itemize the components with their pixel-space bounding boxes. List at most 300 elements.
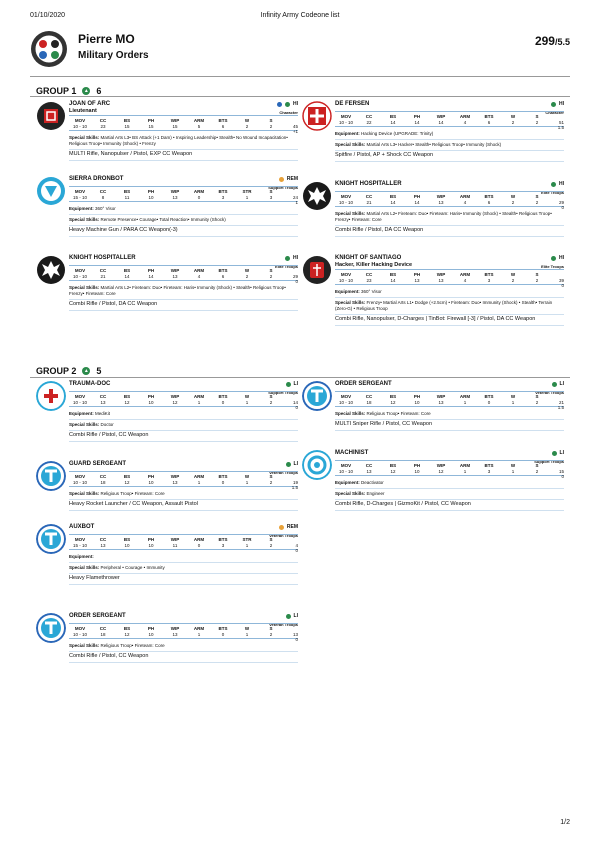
weapons-line: Combi Rifle / Pistol, CC Weapon <box>69 653 298 663</box>
stat-value: 10 - 10 <box>72 400 87 405</box>
skills-text: Martial Arts L2• Fireteam: Duo• Fireteam: Haris• Immunity (Shock) • Stealth• Religious Troop• Frenzy• Fireteam: Core <box>69 285 286 296</box>
equipment-label: Equipment: <box>69 411 94 416</box>
stat-value: 23 <box>100 124 106 129</box>
stat-value-row <box>69 274 298 284</box>
group-label: GROUP 1 <box>36 86 77 96</box>
stat-header: MOV <box>74 189 86 194</box>
stat-value: 0 <box>197 543 201 548</box>
stat-header: MOV <box>74 268 86 273</box>
stat-header: PH <box>147 537 155 542</box>
unit-profile: Lieutenant <box>69 108 97 114</box>
stat-header: BS <box>389 463 397 468</box>
stat-value: 1 <box>197 480 201 485</box>
skills-line <box>69 491 298 500</box>
stat-value: 2 <box>535 278 539 283</box>
stat-header: BTS <box>218 268 228 273</box>
stat-value: 13 <box>438 278 444 283</box>
skills-label: Special Skills: <box>69 565 100 570</box>
skills-line <box>335 491 564 500</box>
stat-header: MOV <box>74 118 86 123</box>
stat-header: CC <box>99 626 107 631</box>
unit-cost <box>283 480 298 490</box>
unit-emblem-icon <box>302 101 332 131</box>
skills-text: Remote Presence• Courage• Total Reaction• Immunity (Shock) <box>100 217 226 222</box>
skills-text: Religious Troop• Fireteam: Core <box>100 643 165 648</box>
skills-text: Religious Troop• Fireteam: Core <box>100 491 165 496</box>
stat-value: 3 <box>487 469 491 474</box>
unit-profile: Hacker, Killer Hacking Device <box>335 262 413 268</box>
weapons-line: Heavy Rocket Launcher / CC Weapon, Assault Pistol <box>69 501 298 511</box>
stat-value: 1 <box>245 480 249 485</box>
stat-value: 1 <box>245 632 249 637</box>
equipment-label: Equipment: <box>335 480 360 485</box>
stat-header-row <box>69 118 298 123</box>
stat-header: PH <box>147 626 155 631</box>
skills-label: Special Skills: <box>69 422 100 427</box>
stat-value: 14 <box>390 200 396 205</box>
stat-value: 6 <box>221 124 225 129</box>
stat-header: BTS <box>484 272 494 277</box>
unit-name: SIERRA DRONBOT <box>69 176 124 182</box>
skills-text: Martial Arts L2• Fireteam: Duo• Fireteam: Haris• Immunity (Shock) • Stealth• Religious Troop• Frenzy• Fireteam: Core <box>335 211 552 222</box>
order-type-icon <box>552 382 557 387</box>
stat-header: ARM <box>193 537 205 542</box>
unit-points: 19 <box>292 480 298 485</box>
unit-type <box>277 101 298 107</box>
unit-type <box>286 381 298 387</box>
unit-swc: 0 <box>295 637 298 642</box>
stat-value-row <box>69 480 298 490</box>
stat-block <box>69 534 298 553</box>
stat-value: 2 <box>511 278 515 283</box>
stat-value: 2 <box>511 200 515 205</box>
unit-name: DE FERSEN <box>335 101 370 107</box>
stat-value: 0 <box>487 400 491 405</box>
stat-value: 10 <box>148 632 154 637</box>
unit-swc: 1.5 <box>557 125 564 130</box>
skills-text: Doctor <box>100 422 114 427</box>
stat-value: 4 <box>197 274 201 279</box>
stat-header: MOV <box>74 474 86 479</box>
stat-header: ARM <box>459 194 471 199</box>
stat-value-row <box>69 632 298 642</box>
unit-type <box>286 461 298 467</box>
stat-block <box>335 460 564 479</box>
regular-order-icon: ▲ <box>83 88 89 94</box>
stat-header: BTS <box>218 394 228 399</box>
stat-value: 14 <box>124 274 130 279</box>
stat-value: 1 <box>245 400 249 405</box>
unit-cost <box>283 124 298 134</box>
unit-type <box>552 450 564 456</box>
unit-type <box>279 524 298 530</box>
stat-header: BTS <box>218 474 228 479</box>
stat-header: S <box>535 114 539 119</box>
skills-text: Engineer <box>366 491 385 496</box>
stat-value: 2 <box>269 274 273 279</box>
stat-header-row <box>69 537 298 542</box>
skills-label: Special Skills: <box>335 491 366 496</box>
stat-header: MOV <box>74 537 86 542</box>
stat-header: W <box>244 268 250 273</box>
unit-class: Elite Troops <box>541 190 564 195</box>
stat-value: 22 <box>366 120 372 125</box>
army-name: Military Orders <box>78 50 149 61</box>
stat-value: 12 <box>124 480 130 485</box>
unit-class: Character <box>279 110 298 115</box>
player-name: Pierre MO <box>78 32 135 46</box>
stat-value-row <box>69 400 298 410</box>
unit-emblem-icon <box>36 524 66 554</box>
stat-value: 12 <box>390 400 396 405</box>
skills-text: Religious Troop• Fireteam: Core <box>366 411 431 416</box>
stat-header-row <box>69 626 298 631</box>
header-divider <box>30 76 570 77</box>
unit-class: Character <box>545 110 564 115</box>
stat-header: ARM <box>193 474 205 479</box>
stat-header: BTS <box>218 626 228 631</box>
stat-value: 10 - 10 <box>72 632 87 637</box>
unit-points: 4 <box>295 543 298 548</box>
stat-value: 1 <box>511 469 515 474</box>
stat-header: CC <box>365 272 373 277</box>
order-type-icon <box>286 462 291 467</box>
stat-value: 13 <box>438 400 444 405</box>
order-type-icon <box>279 525 284 530</box>
stat-header: BS <box>389 272 397 277</box>
lieutenant-order-icon <box>277 102 282 107</box>
equipment-label: Equipment: <box>69 206 94 211</box>
unit-cost <box>549 120 564 130</box>
stat-header: CC <box>99 268 107 273</box>
equipment-label: Equipment: <box>69 554 94 559</box>
unit-name: TRAUMA-DOC <box>69 381 111 387</box>
stat-value: 10 <box>148 195 154 200</box>
unit-class: Support Troops <box>534 459 564 464</box>
unit-cost <box>549 200 564 210</box>
stat-header: S <box>535 463 539 468</box>
stat-header: S <box>535 272 539 277</box>
group-2-divider <box>30 377 570 378</box>
stat-value: 18 <box>366 400 372 405</box>
stat-header: MOV <box>340 463 352 468</box>
unit-type <box>285 255 298 261</box>
stat-header: BTS <box>218 537 228 542</box>
unit-emblem-icon <box>302 381 332 411</box>
unit-emblem-icon <box>36 461 66 491</box>
stat-header: BS <box>123 268 131 273</box>
unit-type <box>551 181 564 187</box>
stat-header: CC <box>365 114 373 119</box>
stat-value: 1 <box>197 400 201 405</box>
stat-header-row <box>335 194 564 199</box>
group-1-divider <box>30 96 570 97</box>
skills-line <box>69 422 298 431</box>
weapons-line: Heavy Machine Gun / PARA CC Weapon(-3) <box>69 227 298 237</box>
stat-value: 12 <box>172 400 178 405</box>
unit-cost <box>283 543 298 553</box>
stat-header: BTS <box>484 463 494 468</box>
stat-header: S <box>535 194 539 199</box>
stat-value-row <box>335 120 564 130</box>
stat-value-row <box>335 400 564 410</box>
stat-value: 13 <box>100 543 106 548</box>
unit-type <box>551 255 564 261</box>
weapons-line: MULTI Rifle, Nanopulser / Pistol, EXP CC Weapon <box>69 151 298 161</box>
regular-order-icon: ▲ <box>83 368 89 374</box>
stat-header: S <box>269 537 273 542</box>
equipment-line <box>335 289 564 298</box>
stat-header: ARM <box>459 463 471 468</box>
skills-label: Special Skills: <box>69 285 100 290</box>
stat-value: 2 <box>269 124 273 129</box>
stat-value: 13 <box>172 480 178 485</box>
group-label: GROUP 2 <box>36 366 77 376</box>
skills-label: Special Skills: <box>335 411 366 416</box>
unit-points: 29 <box>558 200 564 205</box>
stat-value: 11 <box>124 195 130 200</box>
stat-header: STR <box>242 537 252 542</box>
skills-line <box>69 643 298 652</box>
unit-type-label: HI <box>293 255 298 261</box>
unit-type-label: LI <box>293 381 298 387</box>
skills-label: Special Skills: <box>69 135 100 140</box>
stat-value: 23 <box>366 278 372 283</box>
unit-type-label: HI <box>559 101 564 107</box>
stat-header: BTS <box>484 194 494 199</box>
stat-header: BTS <box>484 114 494 119</box>
stat-header: CC <box>99 118 107 123</box>
order-type-icon <box>551 102 556 107</box>
unit-swc: 0 <box>561 205 564 210</box>
unit-swc: 1.5 <box>291 485 298 490</box>
stat-header: BTS <box>218 189 228 194</box>
unit-swc: 0 <box>561 474 564 479</box>
stat-value: 10 - 10 <box>72 480 87 485</box>
stat-header: W <box>510 114 516 119</box>
stat-value: 12 <box>438 469 444 474</box>
skills-label: Special Skills: <box>69 217 100 222</box>
stat-header: ARM <box>193 394 205 399</box>
unit-swc: 0 <box>295 405 298 410</box>
equipment-text: 360° Visor <box>95 206 116 211</box>
stat-value: 15 <box>172 124 178 129</box>
stat-value: 2 <box>535 400 539 405</box>
stat-value: 3 <box>221 543 225 548</box>
stat-header-row <box>69 474 298 479</box>
stat-header: BTS <box>218 118 228 123</box>
unit-swc: 0 <box>561 283 564 288</box>
stat-value: 10 - 10 <box>338 200 353 205</box>
stat-header: S <box>269 626 273 631</box>
stat-header: BS <box>123 537 131 542</box>
unit-type-label: HI <box>559 255 564 261</box>
stat-header: CC <box>99 537 107 542</box>
stat-header: BS <box>123 626 131 631</box>
unit-type-label: LI <box>559 450 564 456</box>
weapons-line: Combi Rifle, D-Charges | GizmoKit / Pistol, CC Weapon <box>335 501 564 511</box>
stat-value: 6 <box>487 200 491 205</box>
stat-header: MOV <box>340 114 352 119</box>
equipment-line <box>69 411 298 420</box>
stat-header: W <box>510 194 516 199</box>
stat-header: ARM <box>193 189 205 194</box>
group-2-title <box>36 366 101 376</box>
stat-value: 10 <box>414 469 420 474</box>
stat-header: CC <box>99 474 107 479</box>
order-type-icon <box>279 177 284 182</box>
stat-block <box>69 186 298 205</box>
stat-block <box>335 191 564 210</box>
stat-value: 13 <box>438 200 444 205</box>
weapons-line: Heavy Flamethrower <box>69 575 298 585</box>
weapons-line: Combi Rifle, Nanopulser, D-Charges | TinBot: Firewall [-3] / Pistol, DA CC Weapon <box>335 316 564 326</box>
stat-value: 2 <box>269 543 273 548</box>
list-header <box>30 30 570 70</box>
stat-header: PH <box>147 394 155 399</box>
stat-value: 4 <box>463 200 467 205</box>
stat-value: 4 <box>463 278 467 283</box>
stat-value-row <box>69 543 298 553</box>
stat-header: S <box>269 474 273 479</box>
stat-header: WIP <box>170 268 180 273</box>
stat-value: 1 <box>463 469 467 474</box>
unit-emblem-icon <box>36 176 66 206</box>
unit-points: 13 <box>292 632 298 637</box>
stat-value: 13 <box>172 195 178 200</box>
stat-header: ARM <box>459 394 471 399</box>
unit-class: Support Troops <box>268 185 298 190</box>
print-date: 01/10/2020 <box>30 12 66 19</box>
unit-swc: 1 <box>295 200 298 205</box>
order-type-icon <box>551 256 556 261</box>
stat-header: PH <box>147 268 155 273</box>
stat-value: 2 <box>535 200 539 205</box>
unit-emblem-icon <box>302 450 332 480</box>
stat-value: 14 <box>390 278 396 283</box>
unit-swc: 0 <box>295 279 298 284</box>
stat-value: 10 - 10 <box>338 469 353 474</box>
weapons-line: Combi Rifle / Pistol, DA CC Weapon <box>335 227 564 237</box>
stat-value: 21 <box>100 274 106 279</box>
unit-cost <box>283 195 298 205</box>
unit-class: Veteran Troops <box>269 622 298 627</box>
stat-block <box>335 391 564 410</box>
unit-type-label: LI <box>293 613 298 619</box>
stat-header: WIP <box>170 537 180 542</box>
order-type-icon <box>286 382 291 387</box>
unit-class: Support Troops <box>268 390 298 395</box>
stat-value: 14 <box>390 120 396 125</box>
skills-text: Frenzy• Martial Arts L1• Dodge (+2.5cm) • Fireteam: Duo• Immunity (Shock) • Stealth• Terrain (Zero-G) • Religious Troop <box>335 300 553 311</box>
stat-header: WIP <box>436 194 446 199</box>
stat-value: 13 <box>100 400 106 405</box>
unit-name: GUARD SERGEANT <box>69 461 127 467</box>
stat-value: 3 <box>269 195 273 200</box>
unit-points: 24 <box>292 195 298 200</box>
stat-value: 10 - 10 <box>72 274 87 279</box>
unit-emblem-icon <box>36 381 66 411</box>
order-type-icon <box>552 451 557 456</box>
stat-value-row <box>69 195 298 205</box>
stat-header: BS <box>123 394 131 399</box>
stat-value: 13 <box>172 632 178 637</box>
unit-emblem-icon <box>36 613 66 643</box>
skills-line <box>69 565 298 574</box>
stat-value-row <box>335 200 564 210</box>
stat-header: S <box>269 118 273 123</box>
equipment-text: Hacking Device (UPGRADE: Trinity) <box>361 131 434 136</box>
stat-header: PH <box>147 189 155 194</box>
stat-value: 2 <box>511 120 515 125</box>
skills-label: Special Skills: <box>335 142 366 147</box>
stat-header: ARM <box>459 272 471 277</box>
stat-header: BS <box>123 189 131 194</box>
stat-header: MOV <box>74 394 86 399</box>
stat-block <box>335 269 564 288</box>
stat-value: 10 <box>148 480 154 485</box>
unit-points: 21 <box>558 400 564 405</box>
stat-header: W <box>510 463 516 468</box>
stat-value: 13 <box>366 469 372 474</box>
stat-value: 15 - 10 <box>72 543 87 548</box>
stat-header: PH <box>413 394 421 399</box>
stat-value: 13 <box>414 278 420 283</box>
unit-points: 29 <box>292 274 298 279</box>
skills-line <box>335 411 564 420</box>
unit-name: ORDER SERGEANT <box>335 381 392 387</box>
equipment-text: MediKit <box>95 411 111 416</box>
stat-header: ARM <box>193 626 205 631</box>
swc-value: /5.5 <box>554 37 570 47</box>
stat-header: ARM <box>459 114 471 119</box>
top-line <box>30 12 570 19</box>
stat-header: WIP <box>170 189 180 194</box>
unit-type-label: HI <box>559 181 564 187</box>
stat-header: WIP <box>436 272 446 277</box>
stat-header: WIP <box>436 114 446 119</box>
skills-line <box>335 211 564 226</box>
stat-header: W <box>510 272 516 277</box>
stat-header-row <box>335 463 564 468</box>
weapons-line: Combi Rifle / Pistol, CC Weapon <box>69 432 298 442</box>
stat-value: 10 - 10 <box>338 120 353 125</box>
unit-type <box>286 613 298 619</box>
stat-value: 10 <box>148 400 154 405</box>
stat-value: 0 <box>221 480 225 485</box>
stat-block <box>69 391 298 410</box>
stat-header: BTS <box>484 394 494 399</box>
stat-header: W <box>244 626 250 631</box>
stat-value: 8 <box>101 195 105 200</box>
unit-class: Veteran Troops <box>535 390 564 395</box>
group-orders: 6 <box>96 86 102 96</box>
stat-value: 0 <box>221 400 225 405</box>
unit-name: KNIGHT HOSPITALLER <box>335 181 402 187</box>
unit-class: Elite Troops <box>275 264 298 269</box>
unit-type <box>279 176 298 182</box>
stat-header: WIP <box>170 394 180 399</box>
unit-name: KNIGHT OF SANTIAGO <box>335 255 402 261</box>
stat-value: 3 <box>221 195 225 200</box>
skills-line <box>335 300 564 315</box>
stat-value: 14 <box>438 120 444 125</box>
unit-type-label: REM <box>286 176 298 182</box>
equipment-text: Deactivator <box>361 480 384 485</box>
stat-value: 10 <box>124 543 130 548</box>
stat-value: 2 <box>535 469 539 474</box>
unit-swc: +1 <box>292 129 298 134</box>
